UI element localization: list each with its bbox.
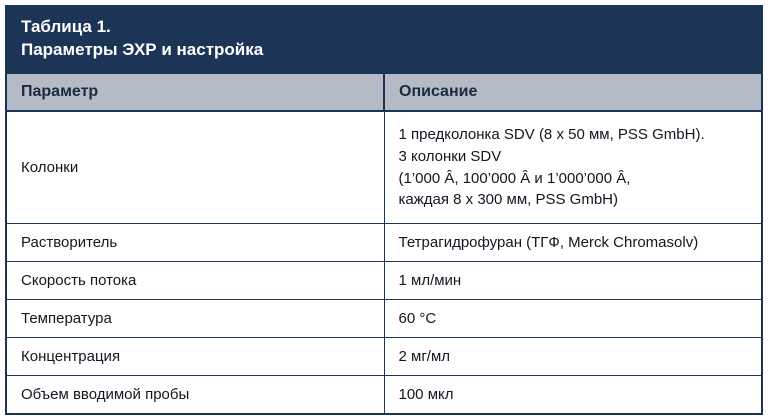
row-parameter: Растворитель (6, 224, 384, 262)
table-title (6, 6, 762, 73)
table-title-line-2: Параметры ЭХР и настройка (21, 39, 264, 59)
description-line: 1 предколонка SDV (8 x 50 мм, PSS GmbH). (398, 126, 705, 144)
row-parameter: Концентрация (6, 338, 384, 376)
description-line: 3 колонки SDV (398, 147, 502, 165)
table-row (6, 338, 762, 376)
row-description: 2 мг/мл (384, 338, 762, 376)
row-parameter: Температура (6, 300, 384, 338)
row-description: 100 мкл (384, 376, 762, 415)
table-title-row (6, 6, 762, 73)
row-parameter: Объем вводимой пробы (6, 376, 384, 415)
row-description: Тетрагидрофуран (ТГФ, Merck Chromasolv) (384, 224, 762, 262)
table-row (6, 224, 762, 262)
row-description: 60 °C (384, 300, 762, 338)
column-header-parameter: Параметр (6, 73, 384, 111)
table-row (6, 300, 762, 338)
table-row (6, 262, 762, 300)
row-description (384, 111, 762, 224)
table-title-line-1: Таблица 1. (21, 17, 111, 36)
row-parameter: Колонки (6, 111, 384, 224)
description-line: (1’000 Â, 100’000 Â и 1’000’000 Â, (398, 169, 631, 187)
row-parameter: Скорость потока (6, 262, 384, 300)
table-row (6, 376, 762, 415)
description-line: каждая 8 x 300 мм, PSS GmbH) (398, 191, 618, 209)
column-header-description: Описание (384, 73, 762, 111)
table-row (6, 111, 762, 224)
row-description: 1 мл/мин (384, 262, 762, 300)
table-header-row (6, 73, 762, 111)
parameters-table (5, 5, 763, 415)
